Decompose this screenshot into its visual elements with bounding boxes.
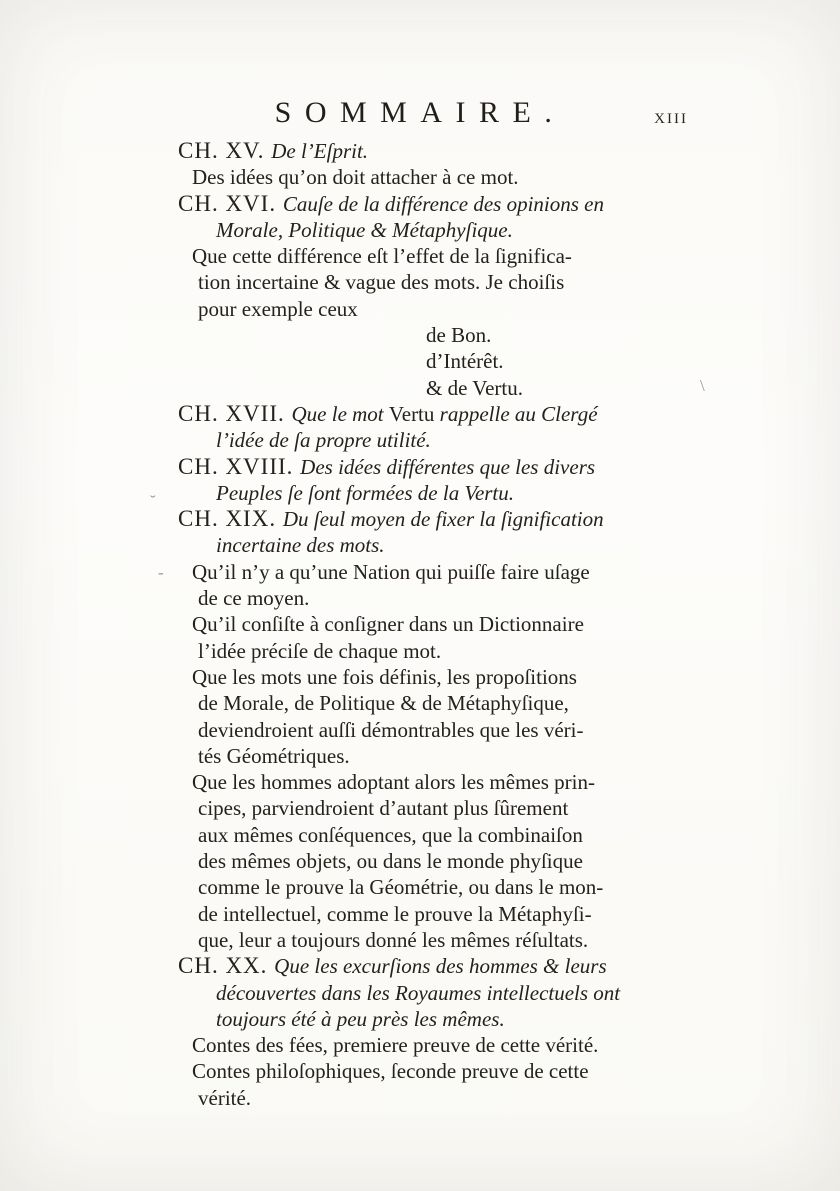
toc-text: toujours été à peu près les mêmes.	[216, 1006, 505, 1031]
toc-text: deviendroient auſſi démontrables que les véri-	[198, 717, 584, 742]
toc-text: de intellectuel, comme le prouve la Métaphyſi-	[198, 901, 592, 926]
toc-text: Du ſeul moyen de fixer la ſignification	[282, 507, 604, 532]
toc-line	[178, 1032, 698, 1058]
toc-text: des mêmes objets, ou dans le monde phyſique	[198, 849, 583, 874]
toc-line	[178, 191, 698, 217]
toc-line	[178, 454, 698, 480]
chapter-label: CH. XIX.	[178, 506, 283, 532]
toc-text: Qu’il conſiſte à conſigner dans un Dictionnaire	[192, 612, 584, 637]
toc-line	[178, 243, 698, 269]
toc-line	[178, 611, 698, 637]
toc-text: aux mêmes conſéquences, que la combinaiſon	[198, 822, 583, 847]
toc-text: Que les mots une fois définis, les propoſitions	[192, 664, 577, 689]
toc-line	[178, 269, 698, 295]
toc-text: comme le prouve la Géométrie, ou dans le mon-	[198, 875, 604, 900]
toc-text: Peuples ſe ſont formées de la Vertu.	[216, 480, 515, 505]
chapter-label: CH. XX.	[178, 953, 275, 979]
toc-text: incertaine des mots.	[216, 533, 385, 558]
toc-text: rappelle au Clergé	[434, 401, 598, 426]
toc-text: Contes des fées, premiere preuve de cette vérité.	[192, 1033, 599, 1058]
toc-text: tés Géométriques.	[198, 743, 350, 768]
toc-line	[178, 822, 698, 848]
page-header	[0, 96, 840, 136]
toc-text: Morale, Politique & Métaphyſique.	[216, 217, 513, 242]
toc-line	[178, 664, 698, 690]
toc-line	[178, 1085, 698, 1111]
toc-text: l’idée de ſa propre utilité.	[216, 428, 431, 453]
toc-line	[178, 927, 698, 953]
toc-line	[178, 743, 698, 769]
toc-line	[178, 375, 698, 401]
table-of-contents	[178, 138, 698, 1111]
toc-line	[178, 638, 698, 664]
toc-text: d’Intérêt.	[426, 349, 504, 374]
toc-text: Que le mot	[291, 401, 389, 426]
toc-text: & de Vertu.	[426, 375, 524, 400]
chapter-label: CH. XVI.	[178, 190, 283, 216]
toc-line	[178, 769, 698, 795]
toc-line	[178, 1058, 698, 1084]
toc-text: Vertu	[388, 401, 435, 426]
toc-line	[178, 953, 698, 979]
toc-line	[178, 1006, 698, 1032]
toc-text: pour exemple ceux	[198, 296, 358, 321]
toc-line	[178, 164, 698, 190]
toc-line	[178, 795, 698, 821]
toc-text: l’idée préciſe de chaque mot.	[198, 638, 442, 663]
toc-text: tion incertaine & vague des mots. Je choiſis	[198, 270, 565, 295]
toc-line	[178, 427, 698, 453]
toc-line	[178, 322, 698, 348]
chapter-label: CH. XVII.	[178, 400, 292, 426]
toc-line	[178, 401, 698, 427]
toc-line	[178, 717, 698, 743]
toc-text: cipes, parviendroient d’autant plus ſûrement	[198, 796, 569, 821]
toc-line	[178, 138, 698, 164]
toc-text: que, leur a toujours donné les mêmes réſultats.	[198, 927, 589, 952]
toc-text: Que les excurſions des hommes & leurs	[274, 954, 607, 979]
toc-line	[178, 874, 698, 900]
toc-line	[178, 348, 698, 374]
toc-line	[178, 559, 698, 585]
toc-text: Qu’il n’y a qu’une Nation qui puiſſe faire uſage	[192, 559, 590, 584]
toc-line	[178, 296, 698, 322]
toc-line	[178, 532, 698, 558]
scan-artifact: -	[158, 563, 164, 582]
toc-line	[178, 901, 698, 927]
toc-text: de Bon.	[426, 323, 492, 348]
chapter-label: CH. XVIII.	[178, 453, 301, 479]
toc-text: De l’Eſprit.	[271, 139, 369, 163]
scan-artifact: ˘	[150, 492, 156, 511]
toc-text: Que les hommes adoptant alors les mêmes prin-	[192, 770, 595, 795]
toc-line	[178, 480, 698, 506]
toc-text: découvertes dans les Royaumes intellectuels ont	[216, 980, 621, 1005]
toc-text: Des idées qu’on doit attacher à ce mot.	[192, 165, 519, 190]
running-title: SOMMAIRE.	[274, 96, 566, 129]
chapter-label: CH. XV.	[178, 138, 272, 163]
toc-text: de Morale, de Politique & de Métaphyſique,	[198, 691, 569, 716]
toc-text: vérité.	[198, 1085, 252, 1110]
toc-text: Des idées différentes que les divers	[300, 454, 596, 479]
toc-line	[178, 690, 698, 716]
toc-line	[178, 848, 698, 874]
toc-line	[178, 980, 698, 1006]
toc-line	[178, 585, 698, 611]
page-number: xiii	[654, 103, 688, 128]
toc-text: de ce moyen.	[198, 586, 310, 611]
toc-text: Cauſe de la différence des opinions en	[282, 191, 604, 216]
scan-artifact: \	[700, 376, 705, 395]
toc-line	[178, 506, 698, 532]
toc-text: Que cette différence eſt l’effet de la ſignifica-	[192, 244, 572, 269]
toc-text: Contes philoſophiques, ſeconde preuve de cette	[192, 1059, 589, 1084]
toc-line	[178, 217, 698, 243]
